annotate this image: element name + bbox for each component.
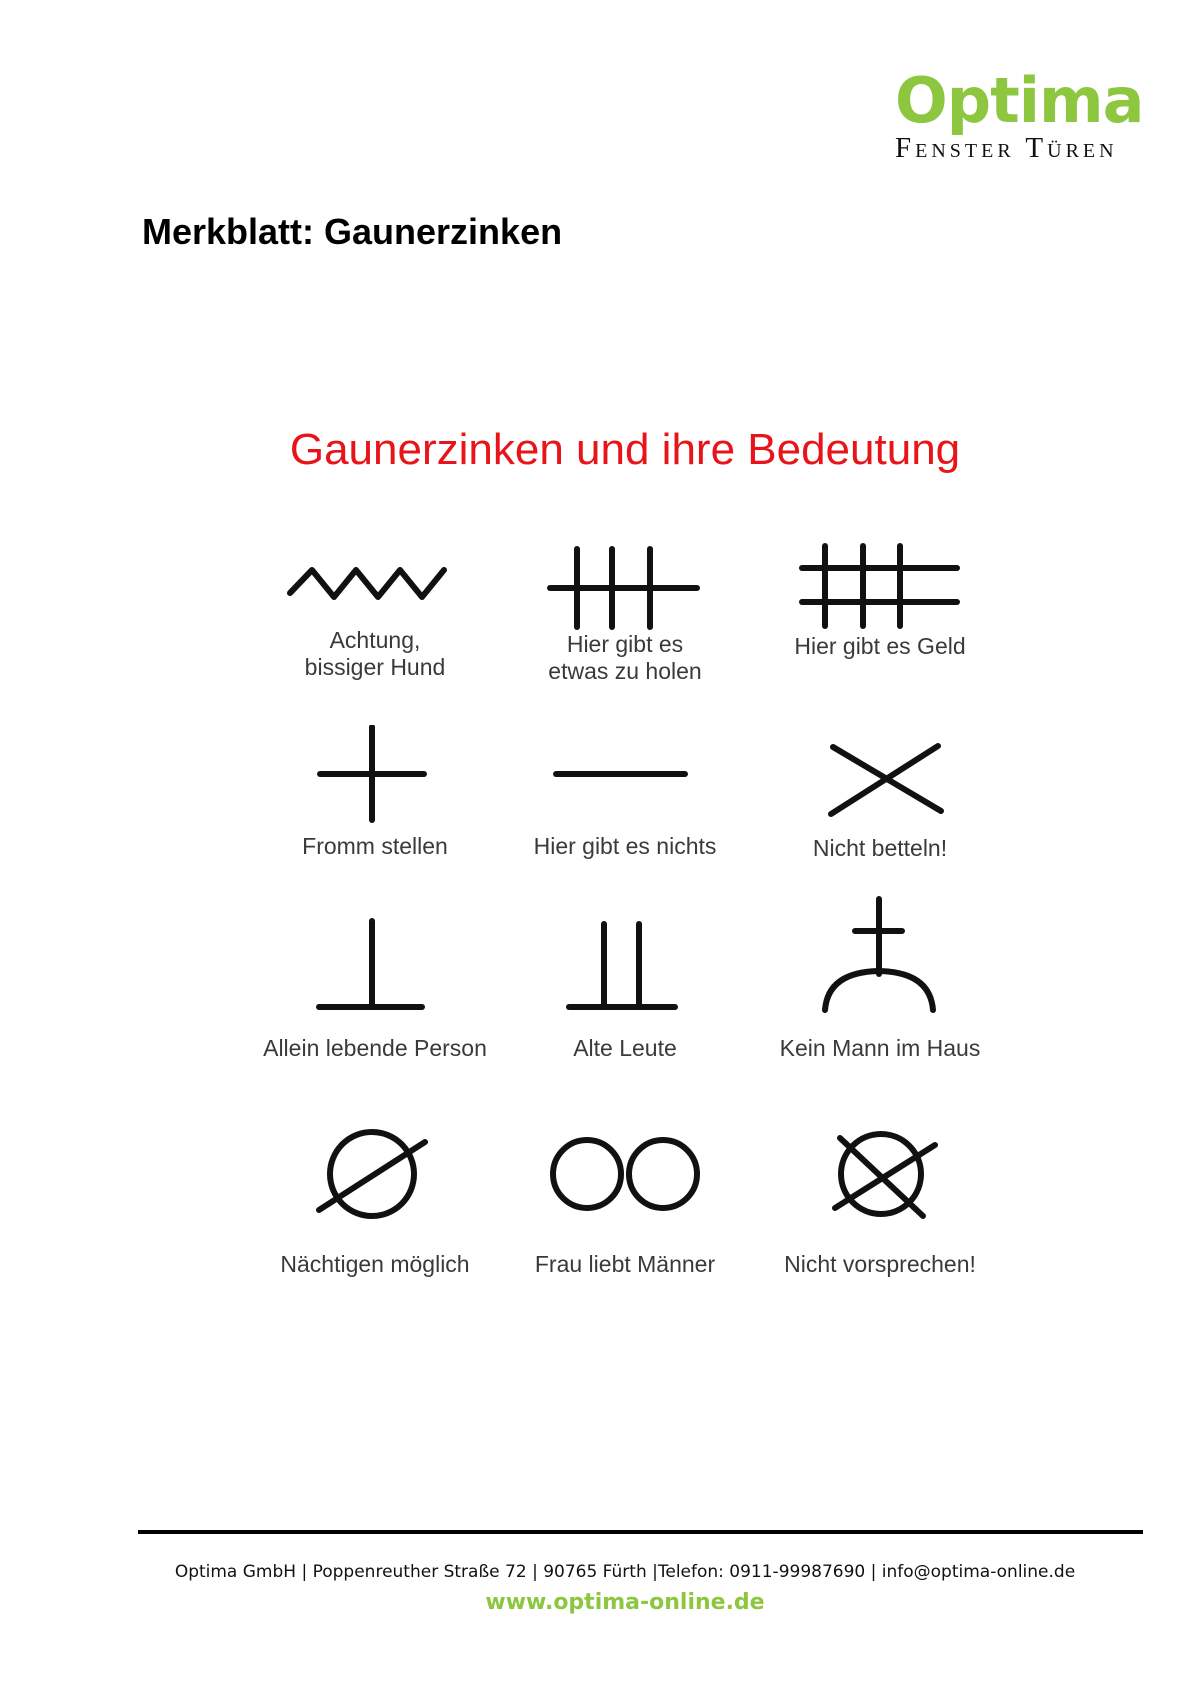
symbol-label: Nicht vorsprechen! [784, 1251, 976, 1277]
three-crossbars-icon [500, 545, 750, 635]
grid-icon [755, 542, 1005, 632]
symbol-label: Frau liebt Männer [534, 1251, 716, 1277]
symbol-label: Alte Leute [573, 1035, 677, 1061]
symbol-label: Hier gibt es etwas zu holen [548, 631, 702, 684]
symbol-label: Fromm stellen [302, 833, 448, 859]
horizontal-line-icon [500, 725, 750, 825]
symbol-label: Achtung, bissiger Hund [304, 627, 446, 680]
double-post-icon [500, 915, 750, 1015]
footer-divider [138, 1530, 1143, 1534]
inverted-t-icon [250, 915, 500, 1015]
cross-icon [250, 725, 500, 825]
symbol-label: Hier gibt es Geld [794, 633, 966, 659]
logo-brand: Optima [895, 64, 1144, 137]
symbol-label: Allein lebende Person [263, 1035, 487, 1061]
logo-subtitle: Fenster Türen [895, 132, 1118, 164]
cross-on-arc-icon [755, 893, 1005, 1018]
zigzag-icon [250, 545, 500, 625]
footer-contact: Optima GmbH | Poppenreuther Straße 72 | 90765 Fürth |Telefon: 0911-99987690 | info@optima-online.de [174, 1562, 1076, 1582]
x-icon [755, 725, 1005, 825]
symbol-label: Hier gibt es nichts [533, 833, 717, 859]
page-title: Merkblatt: Gaunerzinken [142, 211, 563, 252]
symbol-label: Nicht betteln! [812, 835, 948, 861]
slashed-circle-icon [250, 1125, 500, 1225]
figure-title: Gaunerzinken und ihre Bedeutung [289, 425, 961, 474]
optima-logo [895, 64, 1144, 170]
footer-website-link[interactable]: www.optima-online.de [485, 1590, 765, 1615]
symbol-label: Nächtigen möglich [280, 1251, 470, 1277]
two-circles-icon [500, 1125, 750, 1225]
symbol-label: Kein Mann im Haus [779, 1035, 981, 1061]
crossed-circle-icon [755, 1125, 1005, 1225]
